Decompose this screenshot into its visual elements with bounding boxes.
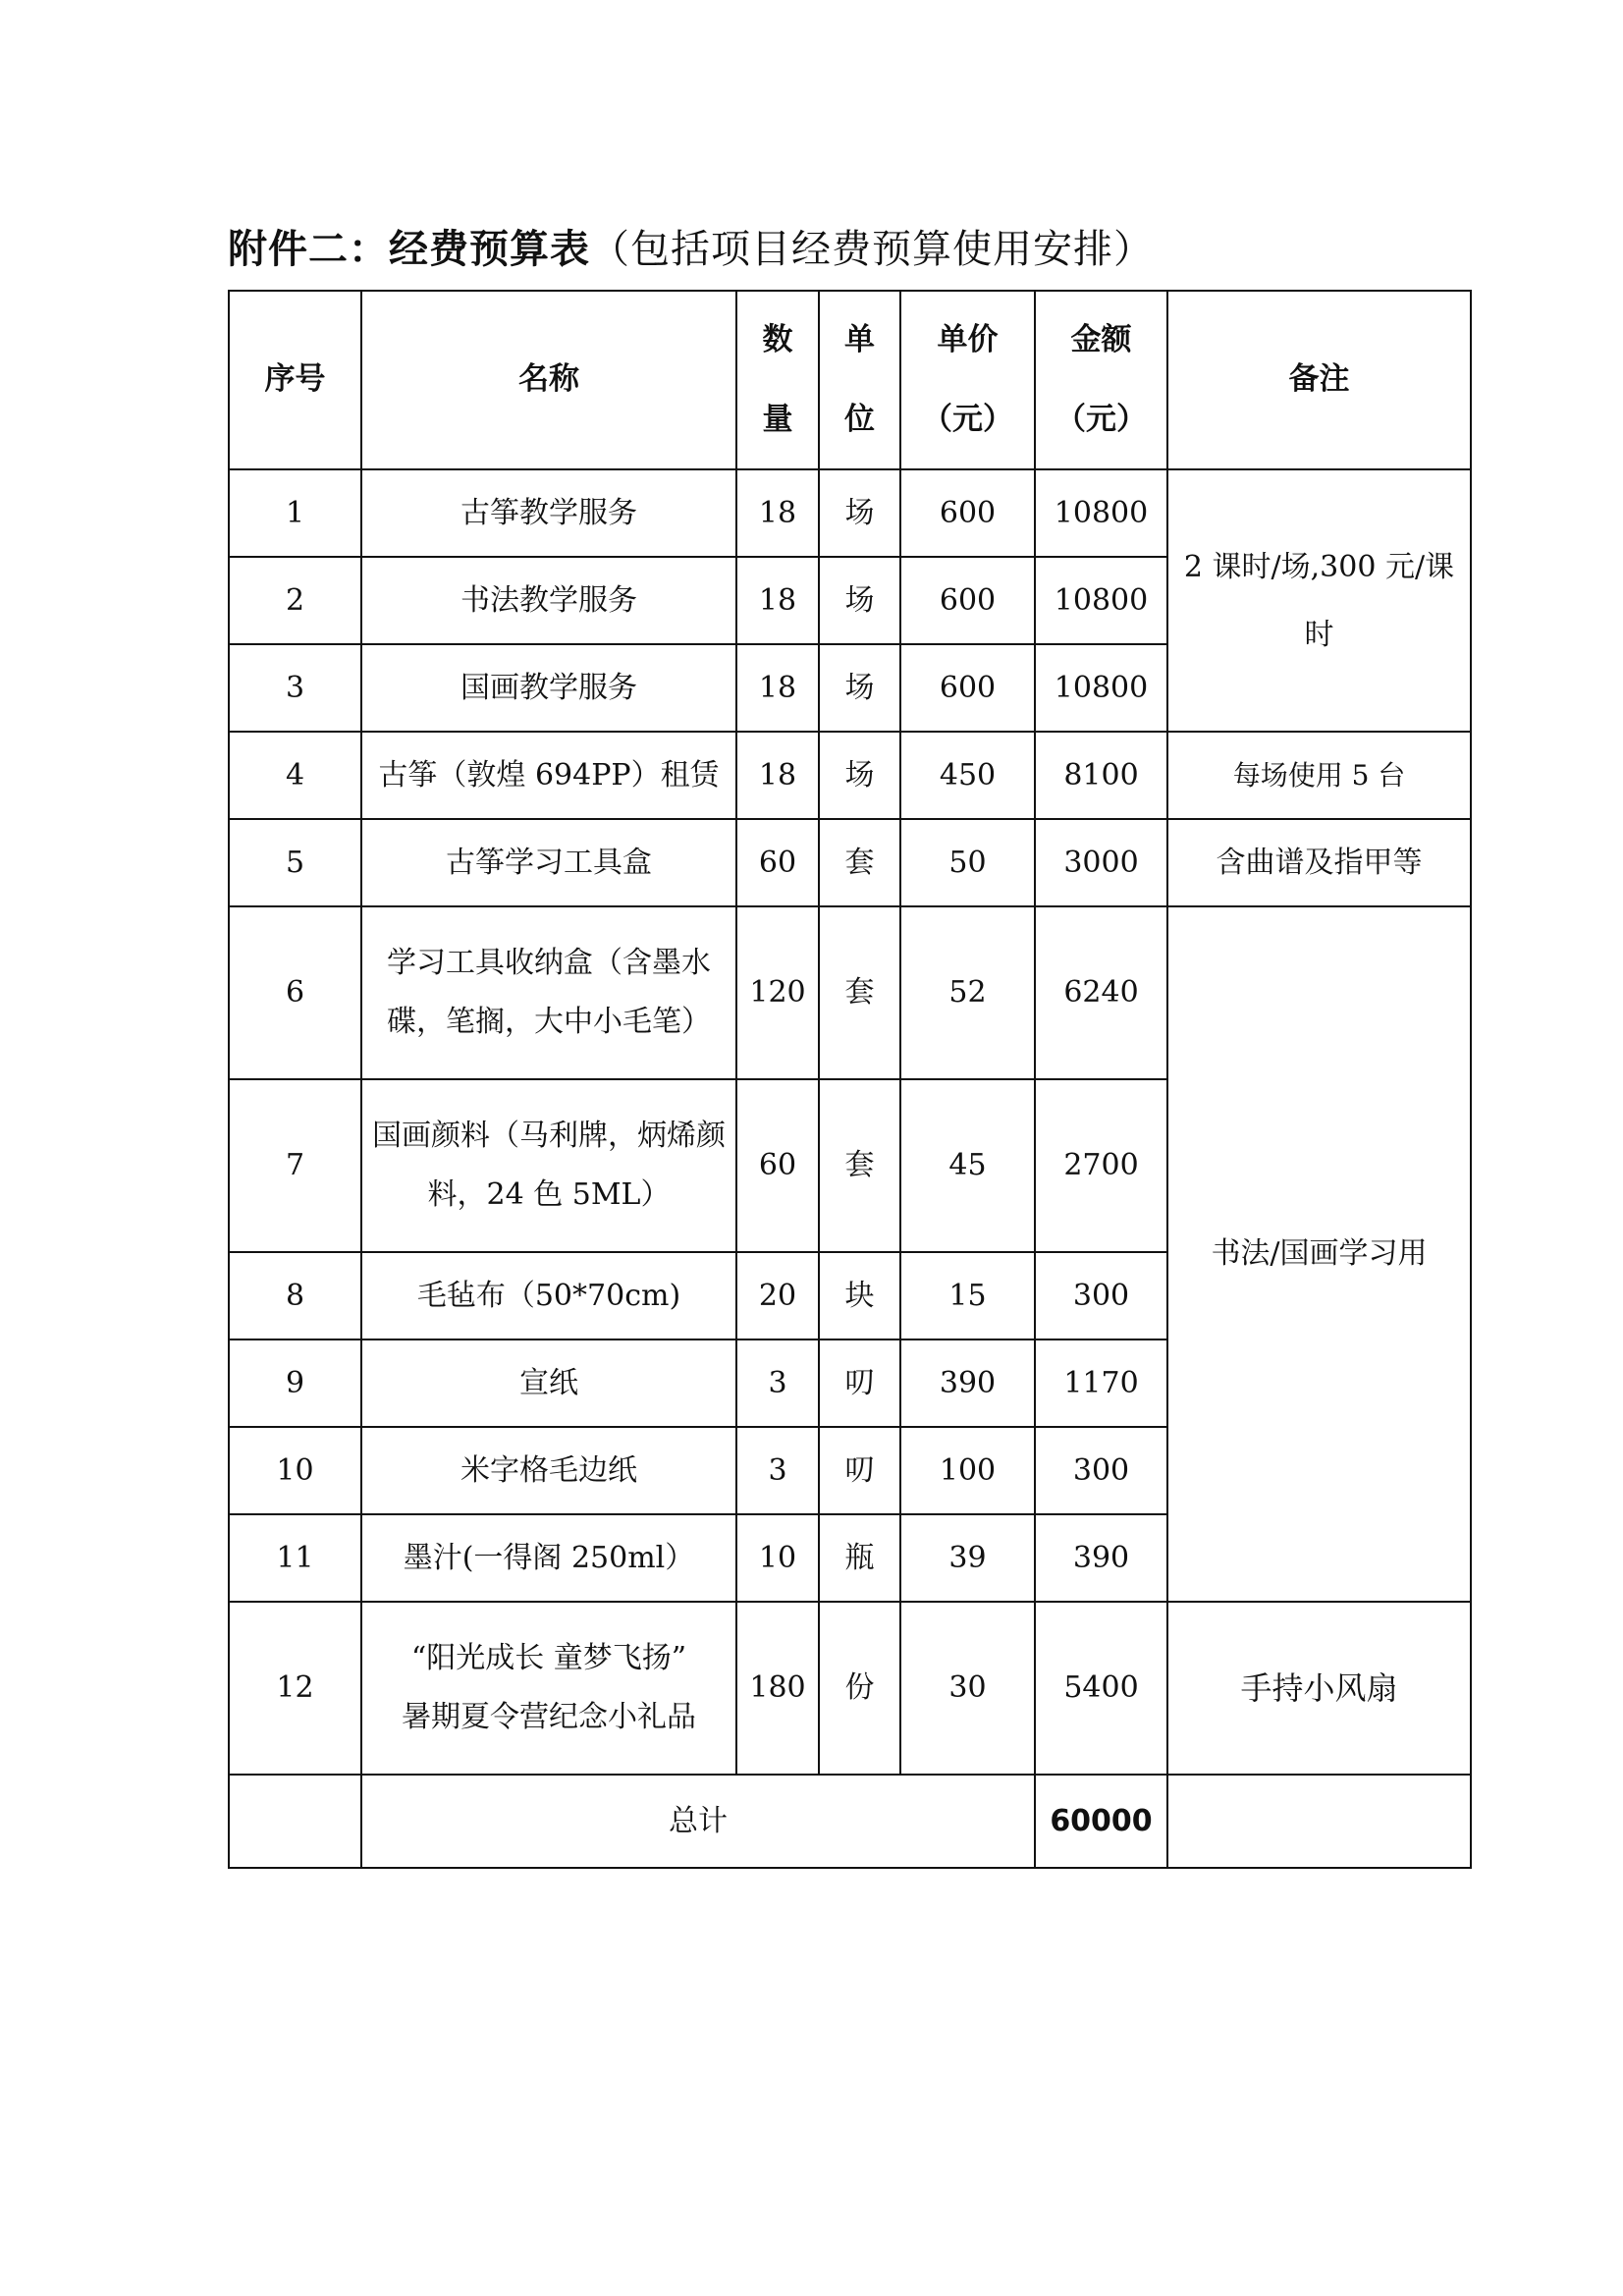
cell-name: 宣纸 bbox=[361, 1339, 736, 1427]
cell-price: 45 bbox=[900, 1079, 1035, 1252]
header-qty bbox=[736, 291, 819, 469]
cell-seq: 12 bbox=[229, 1602, 361, 1775]
cell-unit: 场 bbox=[819, 732, 900, 819]
header-unit-line1: 单 bbox=[844, 322, 875, 358]
note-toolbox: 含曲谱及指甲等 bbox=[1167, 819, 1471, 906]
cell-seq: 7 bbox=[229, 1079, 361, 1252]
table-row bbox=[229, 469, 1471, 557]
cell-name: 墨汁(一得阁 250ml） bbox=[361, 1514, 736, 1602]
cell-seq: 6 bbox=[229, 906, 361, 1079]
cell-qty: 3 bbox=[736, 1427, 819, 1514]
cell-seq: 8 bbox=[229, 1252, 361, 1339]
table-row bbox=[229, 819, 1471, 906]
cell-seq: 1 bbox=[229, 469, 361, 557]
cell-unit: 套 bbox=[819, 1079, 900, 1252]
cell-amount: 8100 bbox=[1035, 732, 1167, 819]
cell-qty: 18 bbox=[736, 469, 819, 557]
cell-seq: 9 bbox=[229, 1339, 361, 1427]
cell-unit: 叨 bbox=[819, 1339, 900, 1427]
cell-name-line2: 料，24 色 5ML） bbox=[427, 1177, 671, 1212]
cell-unit: 套 bbox=[819, 906, 900, 1079]
cell-amount: 300 bbox=[1035, 1252, 1167, 1339]
cell-name: 古筝学习工具盒 bbox=[361, 819, 736, 906]
header-qty-line2: 量 bbox=[762, 402, 793, 437]
header-amount-line2: （元） bbox=[1055, 402, 1147, 437]
cell-unit: 场 bbox=[819, 557, 900, 644]
header-qty-line1: 数 bbox=[762, 322, 793, 358]
cell-name bbox=[361, 1602, 736, 1775]
header-unit bbox=[819, 291, 900, 469]
total-label: 总计 bbox=[361, 1775, 1035, 1868]
cell-amount: 2700 bbox=[1035, 1079, 1167, 1252]
cell-price: 450 bbox=[900, 732, 1035, 819]
cell-price: 390 bbox=[900, 1339, 1035, 1427]
note-teaching bbox=[1167, 469, 1471, 732]
cell-qty: 3 bbox=[736, 1339, 819, 1427]
title-main: 附件二：经费预算表 bbox=[228, 227, 590, 272]
cell-price: 600 bbox=[900, 469, 1035, 557]
total-empty-seq bbox=[229, 1775, 361, 1868]
cell-name-line1: 国画颜料（马利牌，炳烯颜 bbox=[372, 1119, 726, 1153]
cell-unit: 份 bbox=[819, 1602, 900, 1775]
cell-unit: 场 bbox=[819, 469, 900, 557]
cell-seq: 10 bbox=[229, 1427, 361, 1514]
cell-seq: 4 bbox=[229, 732, 361, 819]
cell-amount: 10800 bbox=[1035, 469, 1167, 557]
cell-name bbox=[361, 906, 736, 1079]
cell-qty: 18 bbox=[736, 644, 819, 732]
note-study: 书法/国画学习用 bbox=[1167, 906, 1471, 1602]
total-value: 60000 bbox=[1035, 1775, 1167, 1868]
cell-name bbox=[361, 1079, 736, 1252]
cell-seq: 11 bbox=[229, 1514, 361, 1602]
total-empty-note bbox=[1167, 1775, 1471, 1868]
cell-amount: 3000 bbox=[1035, 819, 1167, 906]
cell-seq: 5 bbox=[229, 819, 361, 906]
cell-qty: 18 bbox=[736, 732, 819, 819]
header-note: 备注 bbox=[1167, 291, 1471, 469]
cell-amount: 5400 bbox=[1035, 1602, 1167, 1775]
page-title bbox=[228, 218, 1154, 274]
cell-amount: 390 bbox=[1035, 1514, 1167, 1602]
cell-amount: 300 bbox=[1035, 1427, 1167, 1514]
cell-name: 米字格毛边纸 bbox=[361, 1427, 736, 1514]
cell-price: 600 bbox=[900, 644, 1035, 732]
cell-name-line1: “阳光成长 童梦飞扬” bbox=[410, 1641, 687, 1675]
note-teaching-line1: 2 课时/场,300 元/课 bbox=[1183, 549, 1455, 584]
cell-price: 15 bbox=[900, 1252, 1035, 1339]
cell-price: 600 bbox=[900, 557, 1035, 644]
cell-qty: 60 bbox=[736, 819, 819, 906]
cell-qty: 180 bbox=[736, 1602, 819, 1775]
cell-name-line1: 学习工具收纳盒（含墨水 bbox=[387, 946, 711, 980]
cell-amount: 10800 bbox=[1035, 557, 1167, 644]
cell-name: 毛毡布（50*70cm) bbox=[361, 1252, 736, 1339]
cell-unit: 瓶 bbox=[819, 1514, 900, 1602]
cell-amount: 6240 bbox=[1035, 906, 1167, 1079]
total-row bbox=[229, 1775, 1471, 1868]
cell-unit: 场 bbox=[819, 644, 900, 732]
cell-unit: 叨 bbox=[819, 1427, 900, 1514]
cell-name-line2: 碟，笔搁，大中小毛笔） bbox=[387, 1005, 711, 1039]
cell-name: 书法教学服务 bbox=[361, 557, 736, 644]
cell-qty: 120 bbox=[736, 906, 819, 1079]
header-amount bbox=[1035, 291, 1167, 469]
cell-unit: 块 bbox=[819, 1252, 900, 1339]
cell-seq: 3 bbox=[229, 644, 361, 732]
header-name: 名称 bbox=[361, 291, 736, 469]
cell-name-line2: 暑期夏令营纪念小礼品 bbox=[402, 1700, 696, 1734]
title-sub: （包括项目经费预算使用安排） bbox=[590, 227, 1154, 272]
header-row bbox=[229, 291, 1471, 469]
table-row bbox=[229, 1602, 1471, 1775]
header-amount-line1: 金额 bbox=[1070, 322, 1132, 358]
header-price-line1: 单价 bbox=[937, 322, 999, 358]
cell-price: 52 bbox=[900, 906, 1035, 1079]
cell-price: 30 bbox=[900, 1602, 1035, 1775]
note-gift: 手持小风扇 bbox=[1167, 1602, 1471, 1775]
header-unit-line2: 位 bbox=[844, 402, 875, 437]
note-teaching-line2: 时 bbox=[1304, 617, 1334, 652]
cell-amount: 1170 bbox=[1035, 1339, 1167, 1427]
cell-qty: 60 bbox=[736, 1079, 819, 1252]
cell-seq: 2 bbox=[229, 557, 361, 644]
cell-name: 古筝教学服务 bbox=[361, 469, 736, 557]
header-seq: 序号 bbox=[229, 291, 361, 469]
cell-qty: 10 bbox=[736, 1514, 819, 1602]
cell-price: 39 bbox=[900, 1514, 1035, 1602]
cell-qty: 20 bbox=[736, 1252, 819, 1339]
cell-amount: 10800 bbox=[1035, 644, 1167, 732]
cell-unit: 套 bbox=[819, 819, 900, 906]
header-price-line2: （元） bbox=[922, 402, 1013, 437]
note-rental: 每场使用 5 台 bbox=[1167, 732, 1471, 819]
cell-price: 50 bbox=[900, 819, 1035, 906]
table-row bbox=[229, 906, 1471, 1079]
header-price bbox=[900, 291, 1035, 469]
budget-table bbox=[228, 290, 1472, 1869]
cell-qty: 18 bbox=[736, 557, 819, 644]
cell-name: 国画教学服务 bbox=[361, 644, 736, 732]
table-row bbox=[229, 732, 1471, 819]
cell-name: 古筝（敦煌 694PP）租赁 bbox=[361, 732, 736, 819]
cell-price: 100 bbox=[900, 1427, 1035, 1514]
